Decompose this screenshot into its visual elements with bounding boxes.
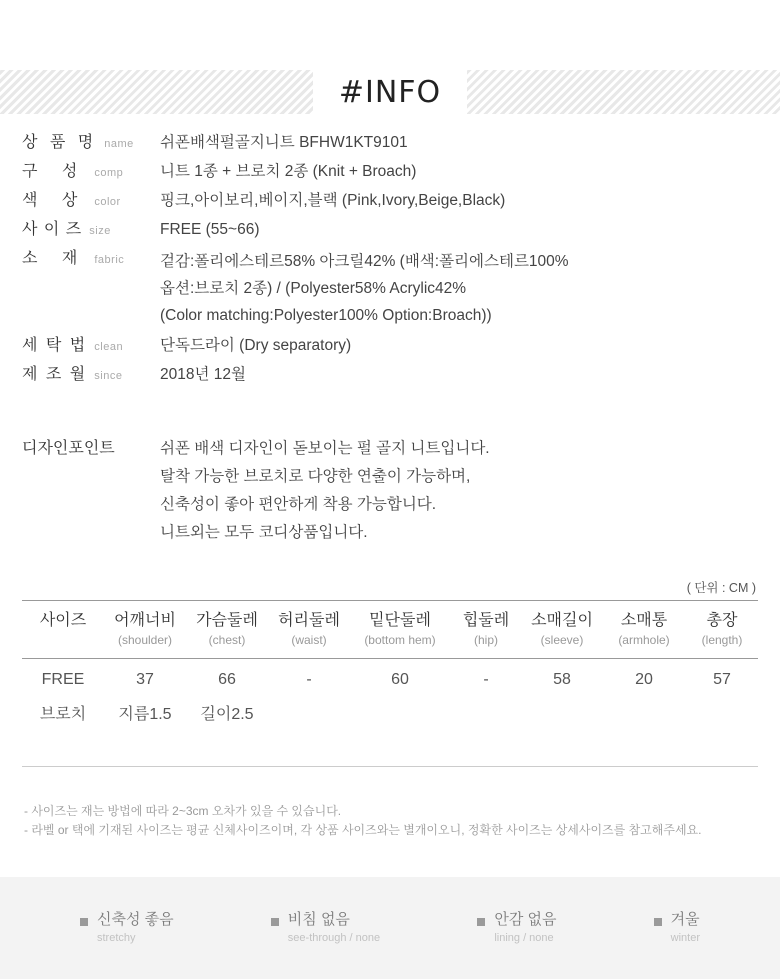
size-table-header-row xyxy=(22,601,758,659)
table-cell: - xyxy=(306,671,312,688)
info-header-title-wrap xyxy=(313,70,467,114)
table-cell: - xyxy=(483,671,489,688)
footnote-line: - 사이즈는 재는 방법에 따라 2~3cm 오차가 있을 수 있습니다. xyxy=(24,804,342,818)
feature-item-season xyxy=(654,910,700,946)
info-label-comp xyxy=(22,161,160,184)
feature-band xyxy=(0,877,780,979)
info-label-en: name xyxy=(104,138,134,150)
size-table-col-sleeve xyxy=(522,601,602,659)
feature-text xyxy=(288,910,380,946)
info-label-en: fabric xyxy=(94,254,125,266)
col-header-en: (sleeve) xyxy=(540,633,584,647)
footnotes xyxy=(24,802,764,840)
info-label-en: clean xyxy=(94,341,124,353)
feature-label-ko: 비침 없음 xyxy=(287,911,350,928)
col-header-en: (hip) xyxy=(473,633,498,647)
info-label-name xyxy=(22,132,160,155)
table-row xyxy=(22,695,758,730)
info-value-name: 쉬폰배색펄골지니트 BFHW1KT9101 xyxy=(160,134,408,151)
feature-text xyxy=(494,910,556,946)
feature-list xyxy=(40,910,740,946)
info-row-comp xyxy=(22,161,762,184)
size-table-col-hip xyxy=(450,601,522,659)
table-cell xyxy=(350,695,450,730)
feature-label-ko: 안감 없음 xyxy=(494,911,557,928)
info-label-ko: 세 탁 법 xyxy=(22,337,88,354)
table-cell: FREE xyxy=(41,671,85,688)
square-bullet-icon xyxy=(477,918,485,926)
col-header-en: (chest) xyxy=(208,633,246,647)
footnote-line: - 라벨 or 택에 기재된 사이즈는 평균 신체사이즈이며, 각 상품 사이즈와는 별개이오니, 정확한 사이즈는 상세사이즈를 참고해주세요. xyxy=(24,823,702,837)
size-table-head xyxy=(22,601,758,659)
info-row-name xyxy=(22,132,762,155)
col-header-ko: 가슴둘레 xyxy=(196,612,258,629)
size-table-bottom-rule xyxy=(22,766,758,767)
size-table-body xyxy=(22,659,758,731)
table-cell xyxy=(522,695,602,730)
table-cell xyxy=(450,695,522,730)
page-title: #INFO xyxy=(338,74,442,110)
col-header-en: (bottom hem) xyxy=(364,633,436,647)
table-cell xyxy=(686,695,758,730)
col-header-en: (shoulder) xyxy=(117,633,173,647)
square-bullet-icon xyxy=(654,918,662,926)
info-label-fabric xyxy=(22,248,160,271)
col-header-ko: 어깨너비 xyxy=(114,612,176,629)
info-label-ko: 제 조 월 xyxy=(22,366,88,383)
col-header-ko: 사이즈 xyxy=(39,612,87,629)
fabric-line: 겉감:폴리에스테르58% 아크릴42% (배색:폴리에스테르100% xyxy=(160,253,569,270)
table-cell: 20 xyxy=(635,671,653,688)
feature-item-stretchy xyxy=(80,910,174,946)
design-point-section xyxy=(22,435,762,547)
design-point-label: 디자인포인트 xyxy=(22,440,115,457)
table-cell: 37 xyxy=(136,671,154,688)
info-row-size xyxy=(22,219,762,242)
feature-label-ko: 겨울 xyxy=(670,911,700,928)
feature-text xyxy=(97,910,174,946)
feature-label-en: see-through / none xyxy=(287,932,381,944)
table-cell: 브로치 xyxy=(39,706,87,723)
info-label-ko: 색 상 xyxy=(22,192,88,209)
col-header-ko: 허리둘레 xyxy=(278,612,340,629)
info-value-color: 핑크,아이보리,베이지,블랙 (Pink,Ivory,Beige,Black) xyxy=(160,192,506,209)
feature-item-lining xyxy=(477,910,556,946)
size-table-col-length xyxy=(686,601,758,659)
col-header-en: (length) xyxy=(701,633,743,647)
info-label-size xyxy=(22,219,160,242)
table-cell: 60 xyxy=(391,671,409,688)
feature-item-see-through xyxy=(271,910,380,946)
design-point-line: 탈착 가능한 브로치로 다양한 연출이 가능하며, xyxy=(160,468,471,485)
col-header-ko: 총장 xyxy=(706,612,738,629)
col-header-en: (waist) xyxy=(291,633,327,647)
size-table-col-shoulder xyxy=(104,601,186,659)
unit-note: ( 단위 : CM ) xyxy=(686,581,756,595)
info-label-ko: 상 품 명 xyxy=(22,134,98,151)
col-header-ko: 소매길이 xyxy=(531,612,593,629)
info-value-since: 2018년 12월 xyxy=(160,366,246,383)
info-label-en: color xyxy=(94,196,121,208)
info-label-ko: 소 재 xyxy=(22,250,88,267)
size-table-col-armhole xyxy=(602,601,686,659)
info-value-size: FREE (55~66) xyxy=(160,221,260,238)
feature-text xyxy=(671,910,700,946)
table-cell: 57 xyxy=(713,671,731,688)
info-value-comp: 니트 1종 + 브로치 2종 (Knit + Broach) xyxy=(160,163,417,180)
table-cell: 66 xyxy=(218,671,236,688)
size-table xyxy=(22,600,758,730)
info-label-color xyxy=(22,190,160,213)
info-header-band xyxy=(0,70,780,114)
design-point-line: 신축성이 좋아 편안하게 착용 가능합니다. xyxy=(160,496,437,513)
table-cell: 길이2.5 xyxy=(200,706,254,723)
size-table-col-size xyxy=(22,601,104,659)
col-header-ko: 밑단둘레 xyxy=(369,612,431,629)
info-row-fabric xyxy=(22,248,762,329)
size-table-wrap xyxy=(22,600,758,730)
info-row-color xyxy=(22,190,762,213)
col-header-ko: 힙둘레 xyxy=(462,612,510,629)
info-value-fabric xyxy=(160,248,569,329)
info-label-en: comp xyxy=(94,167,124,179)
fabric-line: 옵션:브로치 2종) / (Polyester58% Acrylic42% xyxy=(160,280,467,297)
feature-label-ko: 신축성 좋음 xyxy=(97,911,174,928)
table-cell: 58 xyxy=(553,671,571,688)
table-cell xyxy=(602,695,686,730)
table-row xyxy=(22,659,758,696)
size-table-col-waist xyxy=(268,601,350,659)
info-value-clean: 단독드라이 (Dry separatory) xyxy=(160,337,352,354)
info-label-clean xyxy=(22,335,160,358)
info-label-en: since xyxy=(94,370,123,382)
feature-label-en: lining / none xyxy=(494,932,554,944)
info-row-clean xyxy=(22,335,762,358)
square-bullet-icon xyxy=(80,918,88,926)
info-label-ko: 사 이 즈 xyxy=(22,221,83,238)
size-table-col-chest xyxy=(186,601,268,659)
info-label-ko: 구 성 xyxy=(22,163,88,180)
size-table-col-bottom-hem xyxy=(350,601,450,659)
col-header-ko: 소매통 xyxy=(620,612,668,629)
table-cell xyxy=(268,695,350,730)
info-label-en: size xyxy=(89,225,111,237)
square-bullet-icon xyxy=(271,918,279,926)
feature-label-en: winter xyxy=(670,932,700,944)
design-point-text xyxy=(160,435,490,547)
col-header-en: (armhole) xyxy=(618,633,670,647)
design-point-line: 니트외는 모두 코디상품입니다. xyxy=(160,524,368,541)
info-list xyxy=(22,132,762,393)
info-row-since xyxy=(22,364,762,387)
feature-label-en: stretchy xyxy=(97,932,136,944)
fabric-line: (Color matching:Polyester100% Option:Broach)) xyxy=(160,307,492,324)
info-label-since xyxy=(22,364,160,387)
design-point-line: 쉬폰 배색 디자인이 돋보이는 펄 골지 니트입니다. xyxy=(160,440,490,457)
table-cell: 지름1.5 xyxy=(118,706,172,723)
